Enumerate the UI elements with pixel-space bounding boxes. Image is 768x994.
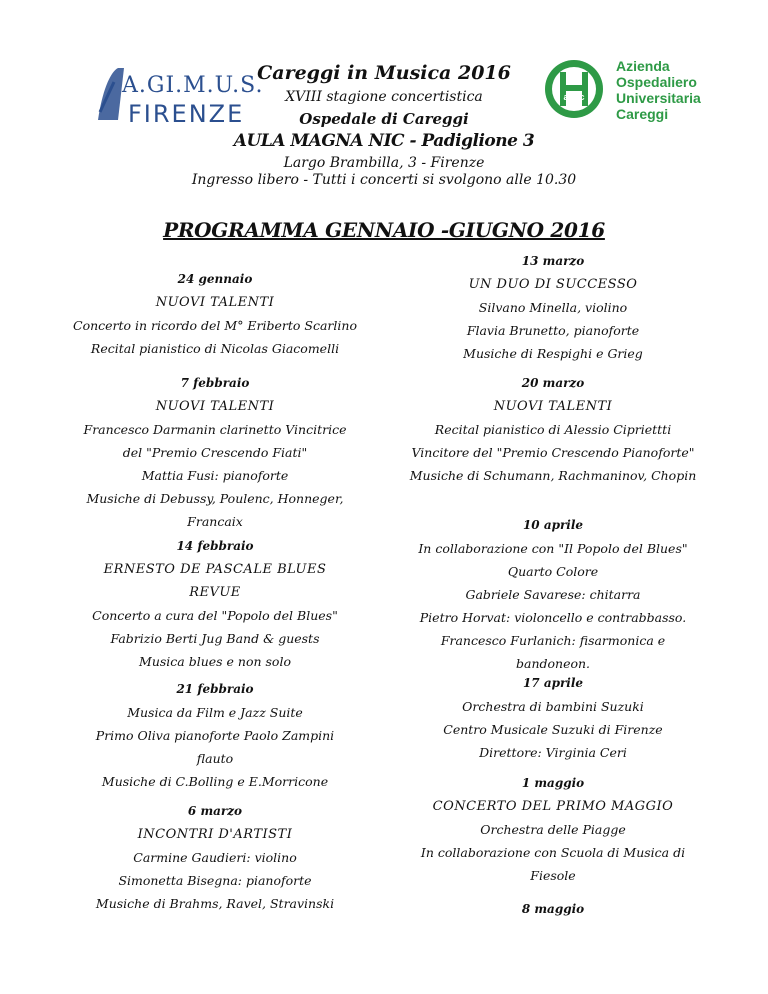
event-date: 1 maggio [521, 776, 585, 790]
aouc-line: Universitaria [616, 90, 701, 106]
aouc-line: Careggi [616, 106, 669, 122]
event-line: Recital pianistico di Nicolas Giacomelli [90, 341, 340, 356]
event-entry [373, 514, 733, 675]
event-date: 21 febbraio [176, 682, 254, 696]
event-line: Francaix [187, 514, 243, 529]
event-entry [35, 678, 395, 793]
event-line: Recital pianistico di Alessio Cipriettti [434, 422, 672, 437]
event-line: Francesco Furlanich: fisarmonica e [440, 633, 666, 648]
event-title: CONCERTO DEL PRIMO MAGGIO [432, 799, 674, 814]
event-entry [35, 268, 395, 360]
event-line: Mattia Fusi: pianoforte [141, 468, 289, 483]
aouc-line: Azienda [616, 58, 670, 74]
event-date: 13 marzo [521, 254, 585, 268]
event-entry [373, 672, 733, 764]
event-date: 7 febbraio [180, 376, 250, 390]
event-line: Vincitore del "Premio Crescendo Pianoforte" [411, 445, 695, 460]
event-title: NUOVI TALENTI [155, 399, 275, 414]
event-line: Pietro Horvat: violoncello e contrabbasso. [419, 610, 687, 625]
agimus-logo-line1: A.GI.M.U.S. [122, 73, 264, 98]
event-date: 10 aprile [522, 518, 584, 532]
event-line: Centro Musicale Suzuki di Firenze [443, 722, 663, 737]
event-line: Flavia Brunetto, pianoforte [466, 323, 640, 338]
event-line: Musiche di Brahms, Ravel, Stravinski [95, 896, 335, 911]
event-entry [35, 800, 395, 915]
agimus-logo-line2: FIRENZE [128, 100, 245, 128]
event-line: Carmine Gaudieri: violino [133, 850, 297, 865]
event-line: In collaborazione con Scuola di Musica di [420, 845, 686, 860]
event-title: UN DUO DI SUCCESSO [468, 277, 638, 292]
event-title: INCONTRI D'ARTISTI [137, 827, 293, 842]
event-line: Fabrizio Berti Jug Band & guests [110, 631, 320, 646]
event-line: bandoneon. [515, 656, 591, 671]
aouc-logo-text [616, 58, 701, 122]
event-entry [373, 772, 733, 887]
event-series-title: Careggi in Musica 2016 [257, 62, 511, 84]
header [180, 60, 588, 174]
event-line: Direttore: Virginia Ceri [479, 745, 627, 760]
event-date: 6 marzo [187, 804, 243, 818]
event-entry [373, 898, 733, 921]
event-line: Orchestra di bambini Suzuki [462, 699, 644, 714]
event-line: Musica da Film e Jazz Suite [127, 705, 303, 720]
season-label: XVIII stagione concertistica [285, 89, 483, 105]
event-line: Concerto in ricordo del M° Eriberto Scarlino [73, 318, 357, 333]
event-date: 14 febbraio [176, 539, 254, 553]
event-line: Musiche di Schumann, Rachmaninov, Chopin [409, 468, 697, 483]
program-title: PROGRAMMA GENNAIO -GIUGNO 2016 [163, 218, 605, 242]
venue-name: Ospedale di Careggi [299, 110, 469, 128]
event-line: Francesco Darmanin clarinetto Vincitrice [83, 422, 347, 437]
admission-info: Ingresso libero - Tutti i concerti si svolgono alle 10.30 [191, 172, 577, 188]
event-line: Gabriele Savarese: chitarra [465, 587, 641, 602]
event-line: Musiche di Debussy, Poulenc, Honneger, [86, 491, 344, 506]
event-line: Simonetta Bisegna: pianoforte [118, 873, 312, 888]
event-line: Fiesole [530, 868, 576, 883]
event-line: Concerto a cura del "Popolo del Blues" [92, 608, 338, 623]
event-line: Musica blues e non solo [139, 654, 291, 669]
event-line: Orchestra delle Piagge [480, 822, 626, 837]
event-line: Quarto Colore [507, 564, 599, 579]
event-line: flauto [196, 751, 234, 766]
event-line: In collaborazione con "Il Popolo del Blues" [418, 541, 688, 556]
event-entry [373, 372, 733, 487]
event-date: 8 maggio [521, 902, 585, 916]
event-date: 20 marzo [521, 376, 585, 390]
address: Largo Brambilla, 3 - Firenze [283, 155, 485, 171]
event-entry [35, 535, 395, 673]
event-title: ERNESTO DE PASCALE BLUES [103, 562, 327, 577]
hall-name: AULA MAGNA NIC - Padiglione 3 [233, 131, 535, 151]
event-line: Silvano Minella, violino [478, 300, 628, 315]
event-entry [35, 372, 395, 533]
event-line: Musiche di C.Bolling e E.Morricone [101, 774, 329, 789]
event-entry [373, 250, 733, 365]
aouc-mark-text: aouc [563, 92, 585, 102]
event-date: 24 gennaio [177, 272, 253, 286]
event-date: 17 aprile [522, 676, 584, 690]
event-line: Primo Oliva pianoforte Paolo Zampini [95, 728, 335, 743]
event-title: NUOVI TALENTI [155, 295, 275, 310]
event-line: del "Premio Crescendo Fiati" [122, 445, 308, 460]
aouc-line: Ospedaliero [616, 74, 697, 90]
event-line: Musiche di Respighi e Grieg [463, 346, 643, 361]
event-title: NUOVI TALENTI [493, 399, 613, 414]
event-title-continued: REVUE [189, 585, 241, 600]
